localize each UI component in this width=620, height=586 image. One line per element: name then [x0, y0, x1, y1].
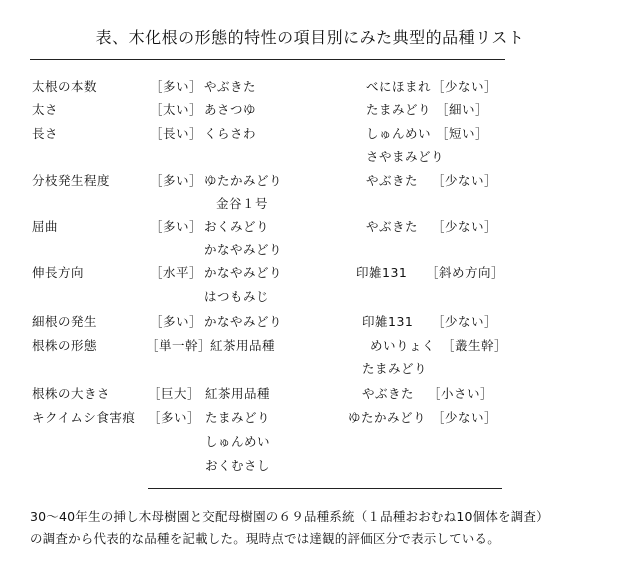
left-variety: 紅茶用品種	[205, 386, 271, 401]
right-variety: やぶきた	[362, 386, 415, 401]
left-variety: かなやみどり	[204, 314, 283, 329]
right-category: ［斜め方向］	[426, 265, 505, 280]
right-variety: やぶきた	[366, 173, 419, 188]
left-variety: かなやみどり	[204, 242, 283, 257]
left-category: ［巨大］	[148, 386, 201, 401]
right-variety: しゅんめい	[366, 126, 432, 141]
left-category: ［長い］	[150, 126, 203, 141]
row-label: 屈曲	[32, 219, 59, 234]
row-label: 太根の本数	[32, 79, 98, 94]
left-category: ［単一幹］	[146, 338, 212, 353]
right-category: ［少ない］	[432, 314, 498, 329]
left-variety: 紅茶用品種	[210, 338, 276, 353]
right-variety: ゆたかみどり	[348, 410, 427, 425]
row-label: 細根の発生	[32, 314, 98, 329]
left-variety: やぶきた	[204, 79, 257, 94]
right-category: ［細い］	[436, 102, 489, 117]
left-variety: たまみどり	[205, 410, 271, 425]
row-label: 伸長方向	[32, 265, 85, 280]
right-category: ［短い］	[436, 126, 489, 141]
left-category: ［多い］	[150, 314, 203, 329]
left-category: ［太い］	[150, 102, 203, 117]
title-rule	[30, 59, 505, 60]
left-variety: しゅんめい	[205, 434, 271, 449]
left-variety: はつもみじ	[204, 289, 270, 304]
right-variety: めいりょく	[370, 338, 436, 353]
right-variety: たまみどり	[362, 361, 428, 376]
left-category: ［多い］	[148, 410, 201, 425]
left-variety: ゆたかみどり	[204, 173, 283, 188]
right-variety: べにほまれ	[366, 79, 432, 94]
row-label: 根株の形態	[32, 338, 98, 353]
right-category: ［少ない］	[432, 410, 498, 425]
right-category: ［少ない］	[432, 219, 498, 234]
footnote-line-1: 30～40年生の挿し木母樹園と交配母樹園の６９品種系統（１品種おおむね10個体を調査）	[30, 509, 549, 524]
row-label: 太さ	[32, 102, 59, 117]
left-variety: 金谷１号	[216, 196, 269, 211]
row-label: キクイムシ食害痕	[32, 410, 136, 425]
row-label: 長さ	[32, 126, 59, 141]
left-variety: おくむさし	[205, 458, 271, 473]
right-variety: 印雑131	[356, 265, 408, 280]
left-variety: くらさわ	[204, 126, 257, 141]
left-category: ［多い］	[150, 173, 203, 188]
right-variety: やぶきた	[366, 219, 419, 234]
right-category: ［叢生幹］	[442, 338, 508, 353]
left-variety: あさつゆ	[204, 102, 257, 117]
table-title: 表、木化根の形態的特性の項目別にみた典型的品種リスト	[95, 28, 525, 47]
row-label: 根株の大きさ	[32, 386, 111, 401]
right-variety: さやまみどり	[366, 149, 445, 164]
footnote-line-2: の調査から代表的な品種を記載した。現時点では達観的評価区分で表示している。	[30, 531, 500, 546]
footnote-rule	[148, 488, 502, 489]
left-variety: かなやみどり	[204, 265, 283, 280]
right-category: ［少ない］	[432, 79, 498, 94]
left-category: ［多い］	[150, 79, 203, 94]
right-category: ［少ない］	[432, 173, 498, 188]
left-category: ［水平］	[150, 265, 203, 280]
left-category: ［多い］	[150, 219, 203, 234]
right-variety: 印雑131	[362, 314, 414, 329]
right-category: ［小さい］	[428, 386, 494, 401]
right-variety: たまみどり	[366, 102, 432, 117]
row-label: 分枝発生程度	[32, 173, 111, 188]
left-variety: おくみどり	[204, 219, 270, 234]
